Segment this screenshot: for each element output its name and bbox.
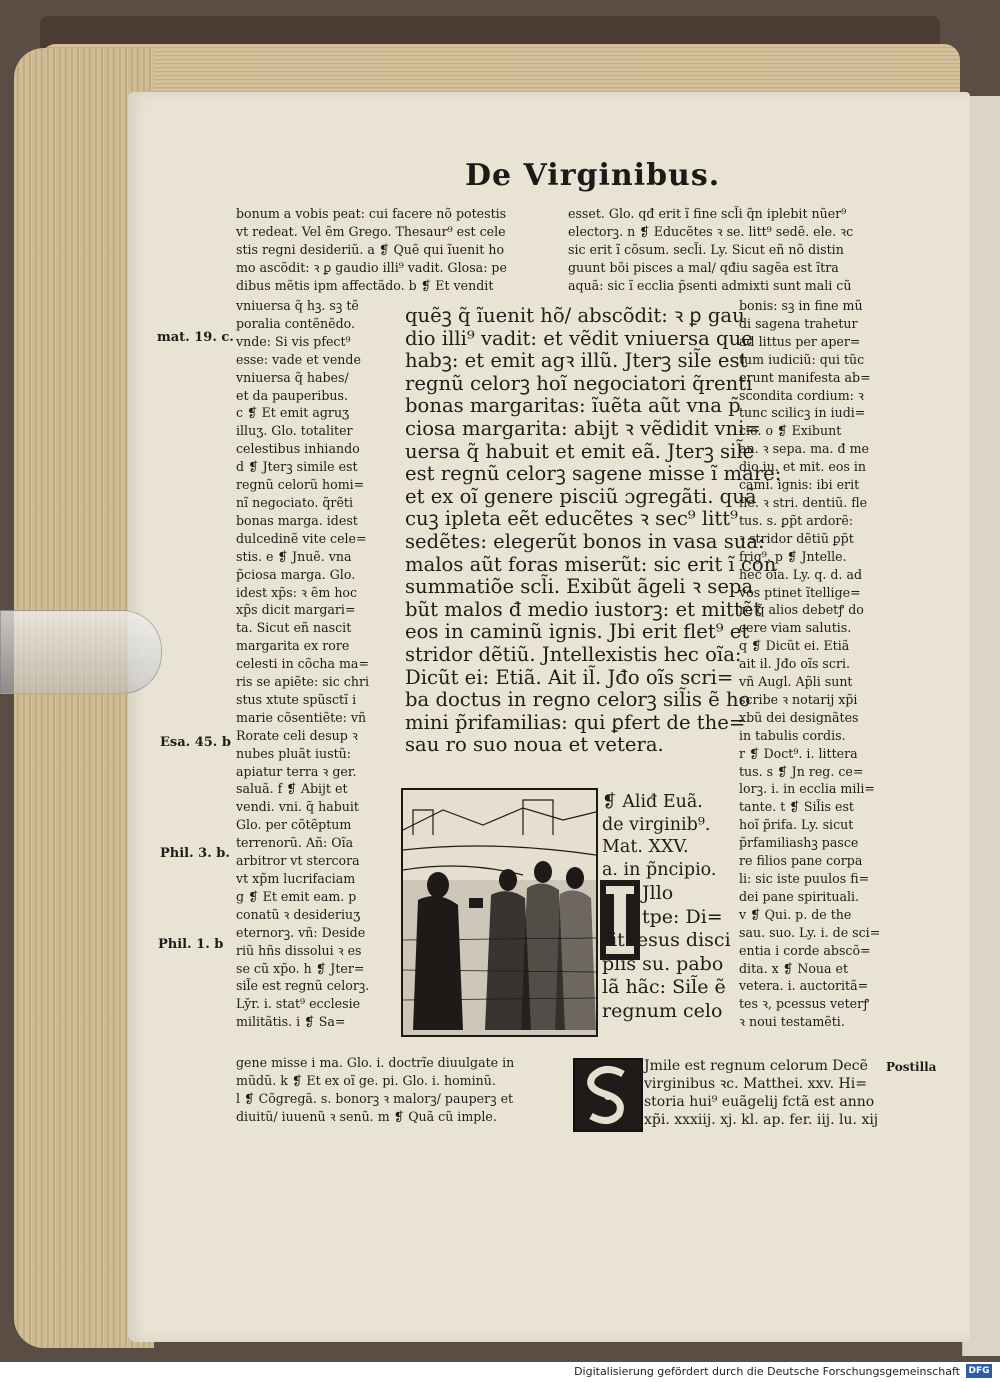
text-line: sic erit ĩ cõsum. secl̃i. Ly. Sicut eñ nõ distin <box>568 241 844 257</box>
text-line: stus xtute spũsctĩ i <box>236 691 357 707</box>
text-line: tus. s. ꝑp̃t ardorẽ: <box>739 512 854 528</box>
text-line: electorꝫ. n ❡ Educẽtes ꝛ se. litt⁹ sedẽ. ele. ꝛc <box>568 223 854 239</box>
text-line: l ❡ Cõgregã. s. bonorꝫ ꝛ malorꝫ/ pauperꝫ et <box>236 1090 514 1106</box>
text-line: a. in p̃ncipio. <box>602 859 717 880</box>
text-line: et ex oĩ genere pisciũ ɔgregãti. quã <box>405 484 757 508</box>
text-line: Rorate celi desup ꝛ <box>236 727 358 743</box>
text-line: idest xp̃s: ꝛ ẽm hoc <box>236 584 358 600</box>
text-line: esse: vade et vende <box>236 351 361 367</box>
text-line: arbitror vt stercora <box>236 853 360 869</box>
initial-ornament <box>575 1060 641 1130</box>
text-line: ta. Sicut eñ nascit <box>236 620 352 636</box>
text-line: xp̃s dicit margari= <box>236 602 356 618</box>
text-line: riũ hñs dissolui ꝛ es <box>236 942 362 958</box>
text-line: tum iudiciũ: qui tũc <box>739 351 865 367</box>
text-line: summatiõe scl̃i. Exibũt ãgeli ꝛ sepa <box>405 575 754 599</box>
marginal-reference: Phil. 3. b. <box>160 846 230 861</box>
text-line: conatũ ꝛ desideriuʒ <box>236 906 361 922</box>
text-line: Jmile est regnum celorum Decẽ <box>644 1058 868 1074</box>
text-line: cere viam salutis. <box>739 620 852 636</box>
text-line: r ❡ Doct⁹. i. littera <box>739 745 858 761</box>
text-line: sau ro suo noua et vetera. <box>405 733 664 757</box>
text-line: dita. x ❡ Noua et <box>739 960 849 976</box>
text-line: stridor dẽtiũ. Jntellexistis hec oĩa: <box>405 642 742 666</box>
text-line: vt redeat. Vel ẽm Grego. Thesaur⁹ est cele <box>236 223 506 239</box>
text-line: di sagena trahetur <box>739 315 858 331</box>
gloss-left-top <box>236 205 507 295</box>
marginal-reference: Esa. 45. b <box>160 735 231 750</box>
text-line: militãtis. i ❡ Sa= <box>236 1014 346 1030</box>
text-line: sil̃e est regnũ celorꝫ. <box>236 978 370 994</box>
text-line: ꝛ stridor dẽtiũ ꝑp̃t <box>739 530 854 546</box>
text-line: p̃ciosa marga. Glo. <box>236 566 356 582</box>
text-line: hoĩ p̃rifa. Ly. sicut <box>739 817 854 833</box>
text-line: guunt bõi pisces a mal/ qđiu sagẽa est ĩtra <box>568 259 839 275</box>
text-line: marie cõsentiẽte: vñ <box>236 709 367 725</box>
text-line: de virginib⁹. <box>602 814 711 835</box>
text-line: re filios pane corpa <box>739 853 863 869</box>
text-line: bũt malos đ medio iustorꝫ: et mittẽt <box>405 597 762 621</box>
text-line: diuitũ/ iuuenũ ꝛ senũ. m ❡ Quã cũ imple. <box>236 1108 497 1124</box>
text-line: v ❡ Qui. p. de the <box>739 906 852 922</box>
text-line: hec oĩa. Ly. q. d. ad <box>739 566 863 582</box>
text-line: fle. ꝛ stri. dentiũ. fle <box>739 494 868 510</box>
text-line: margarita ex rore <box>236 638 350 654</box>
text-line: ad littus per aper= <box>739 333 861 349</box>
text-line: apiatur terra ꝛ ger. <box>236 763 357 779</box>
text-line: tpe: Di= <box>642 905 723 928</box>
text-line: lã hãc: Sil̃e ẽ <box>602 976 726 999</box>
text-line: bonas margaritas: ĩuẽta aũt vna p̃ <box>405 394 741 418</box>
text-line: ba doctus in regno celorꝫ sil̃is ẽ ho <box>405 688 751 712</box>
text-line: malos aũt foras miserũt: sic erit ĩ con <box>405 552 777 576</box>
text-line: vendi. vni. q̃ habuit <box>236 799 359 815</box>
text-line: uersa q̃ habuit et emit eã. Jterꝫ sil̃e <box>405 439 755 463</box>
gloss-left-narrow <box>236 297 369 1031</box>
text-line: nubes pluãt iustũ: <box>236 745 351 761</box>
text-line: vos ptinet ĩtellige= <box>739 584 861 600</box>
text-line: vniuersa q̃ habes/ <box>236 369 349 385</box>
text-line: quẽꝫ q̃ ĩuenit hõ/ abscõdit: ꝛ ꝑ gau <box>405 304 745 327</box>
text-line: Glo. per cõtẽptum <box>236 817 352 833</box>
text-line: ciosa margarita: abijt ꝛ vẽdidit vni= <box>405 416 761 440</box>
text-line: rit iesus disci <box>602 929 731 952</box>
text-line: erunt manifesta ab= <box>739 369 871 385</box>
text-line: dei pane spirituali. <box>739 888 860 904</box>
text-line: sedẽtes: elegerũt bonos in vasa sua: <box>405 529 765 553</box>
gospel-heading <box>602 791 716 881</box>
text-line: an. ꝛ sepa. ma. đ me <box>739 441 870 457</box>
decorated-initial <box>573 1058 643 1132</box>
gloss-right-top <box>568 205 853 295</box>
text-line: entia i corde abscõ= <box>739 942 871 958</box>
text-line: ait il. Jđo oĩs scri. <box>739 656 851 672</box>
text-line: p̃rfamiliashꝫ pasce <box>739 835 859 851</box>
text-line: tus. s ❡ Jn reg. ce= <box>739 763 864 779</box>
dfg-logo-icon: DFG <box>966 1364 992 1378</box>
text-line: p̃lis su. pabo <box>602 952 724 975</box>
text-line: d ❡ Jterꝫ simile est <box>236 459 358 475</box>
text-line: virginibus ꝛc. Matthei. xxv. Hi= <box>644 1076 867 1092</box>
text-line: ris se apiẽte: sic chri <box>236 674 370 690</box>
text-line: celestibus inhiando <box>236 441 360 457</box>
text-line: storia hui⁹ euãgelij fctã est anno <box>644 1094 875 1110</box>
text-line: c ❡ Et emit agruʒ <box>236 405 350 421</box>
text-line: sau. suo. Ly. i. de sci= <box>739 924 881 940</box>
text-line: ꝛ noui testamẽti. <box>739 1014 845 1030</box>
text-line: vetera. i. auctoritã= <box>739 978 869 994</box>
text-line: bonis: sꝫ in fine mũ <box>739 298 863 313</box>
text-line: et da pauperibus. <box>236 387 348 403</box>
text-line: in tabulis cordis. <box>739 727 846 743</box>
text-line: scondita cordium: ꝛ <box>739 387 864 403</box>
footer-credit: Digitalisierung gefördert durch die Deutsche Forschungsgemeinschaft <box>574 1365 960 1378</box>
text-line: g ❡ Et emit eam. p <box>236 888 357 904</box>
text-line: regnũ celorꝫ hoĩ negociatori q̃renti <box>405 371 753 395</box>
text-line: mini p̃rifamilias: qui ꝑfert de the= <box>405 710 746 734</box>
text-line: vniuersa q̃ hꝫ. sꝫ tẽ <box>236 298 359 313</box>
text-line: vñ Augl. Ap̃li sunt <box>739 674 853 690</box>
text-line: Mat. XXV. <box>602 837 689 857</box>
text-line: mũdũ. k ❡ Et ex oĩ ge. pi. Glo. i. hominũ. <box>236 1072 496 1088</box>
text-line: dibus mẽtis ipm affectãdo. b ❡ Et vendit <box>236 277 494 293</box>
page-clip <box>0 610 162 694</box>
text-line: re q̃ alios debetꝭ do <box>739 602 864 618</box>
text-line: vt xp̃m lucrifaciam <box>236 871 356 886</box>
text-line: gene misse i ma. Glo. i. doctrĩe diuulgate in <box>236 1055 515 1070</box>
text-line: saluã. f ❡ Abijt et <box>236 781 348 797</box>
woodcut-art <box>403 790 596 1035</box>
text-line: tunc scilicꝫ in iudi= <box>739 405 866 421</box>
text-line: q ❡ Dicũt ei. Etiã <box>739 638 850 654</box>
text-line: xbũ dei designãtes <box>739 709 859 725</box>
text-line: frig⁹. p ❡ Jntelle. <box>739 548 847 564</box>
marginal-reference: Phil. 1. b <box>158 937 224 952</box>
text-line: nĩ negociato. q̃rẽti <box>236 494 353 510</box>
text-line: tante. t ❡ Sil̃is est <box>739 799 854 815</box>
running-head: De Virginibus. <box>465 158 721 193</box>
text-line: tes ꝛ, pcessus veterꝭ <box>739 996 870 1012</box>
text-line: stis regni desideriũ. a ❡ Quẽ qui ĩuenit ho <box>236 241 505 257</box>
text-line: eternorꝫ. vñ: Deside <box>236 924 366 940</box>
text-line: stis. e ❡ Jnuẽ. vna <box>236 548 352 564</box>
woodcut-illustration <box>401 788 598 1037</box>
text-line: Jllo <box>642 882 674 904</box>
text-line: vnde: Si vis pfect⁹ <box>236 333 351 349</box>
text-line: regnũ celorũ homi= <box>236 477 365 493</box>
text-line: cami. ignis: ibi erit <box>739 477 860 493</box>
text-line: mo ascõdit: ꝛ ꝑ gaudio illi⁹ vadit. Glosa: pe <box>236 259 507 275</box>
text-line: bonas marga. idest <box>236 512 358 528</box>
text-line: habꝫ: et emit agꝛ illũ. Jterꝫ sil̃e est <box>405 349 748 373</box>
text-line: terrenorũ. Añ: Oĩa <box>236 835 354 851</box>
text-line: dulcedinẽ vite cele= <box>236 530 367 546</box>
text-line: cio. o ❡ Exibunt <box>739 423 842 439</box>
text-line: li: sic iste puulos fi= <box>739 871 870 886</box>
text-line: se cũ xp̃o. h ❡ Jter= <box>236 960 365 976</box>
text-line: xp̃i. xxxiij. xj. kl. ap. fer. iij. lu. xij <box>644 1112 879 1128</box>
sermon-text <box>644 1057 878 1129</box>
text-line: Ly̆r. i. stat⁹ ecclesie <box>236 996 361 1012</box>
gospel-text <box>602 882 731 1024</box>
text-line: cuꝫ ipleta eẽt educẽtes ꝛ sec⁹ litt⁹ <box>405 507 739 531</box>
text-line: dio iu. et mit. eos in <box>739 459 867 475</box>
marginal-reference: mat. 19. c. <box>157 330 234 345</box>
text-line: bonum a vobis peat: cui facere nõ potestis <box>236 206 507 221</box>
text-line: ❡ Aliđ Euã. <box>602 792 703 812</box>
text-line: lorꝫ. i. in ecclia mili= <box>739 781 875 797</box>
text-line: poralia contẽnẽdo. <box>236 315 355 331</box>
text-line: dio illi⁹ vadit: et vẽdit vniuersa que <box>405 326 753 350</box>
text-line: celesti in cõcha ma= <box>236 656 369 672</box>
text-line: Dicũt ei: Etiã. Ait il̃. Jđo oĩs scri= <box>405 665 734 689</box>
text-line: eos in caminũ ignis. Jbi erit flet⁹ et <box>405 620 750 644</box>
footer-bar <box>0 1362 1000 1382</box>
side-note: Postilla <box>886 1060 937 1074</box>
text-line: regnum celo <box>602 999 723 1022</box>
text-line: est regnũ celorꝫ sagene misse ĩ mare: <box>405 462 782 486</box>
text-line: esset. Glo. qđ erit ĩ fine scl̃i q̃n iplebit nũer⁹ <box>568 206 847 221</box>
main-text <box>405 305 781 757</box>
text-line: aquã: sic ĩ ecclia p̃senti admixti sunt mali cũ <box>568 277 852 293</box>
text-line: illuʒ. Glo. totaliter <box>236 423 353 439</box>
text-line: scribe ꝛ notarij xp̃i <box>739 691 858 707</box>
gloss-left-bottom <box>236 1054 514 1126</box>
